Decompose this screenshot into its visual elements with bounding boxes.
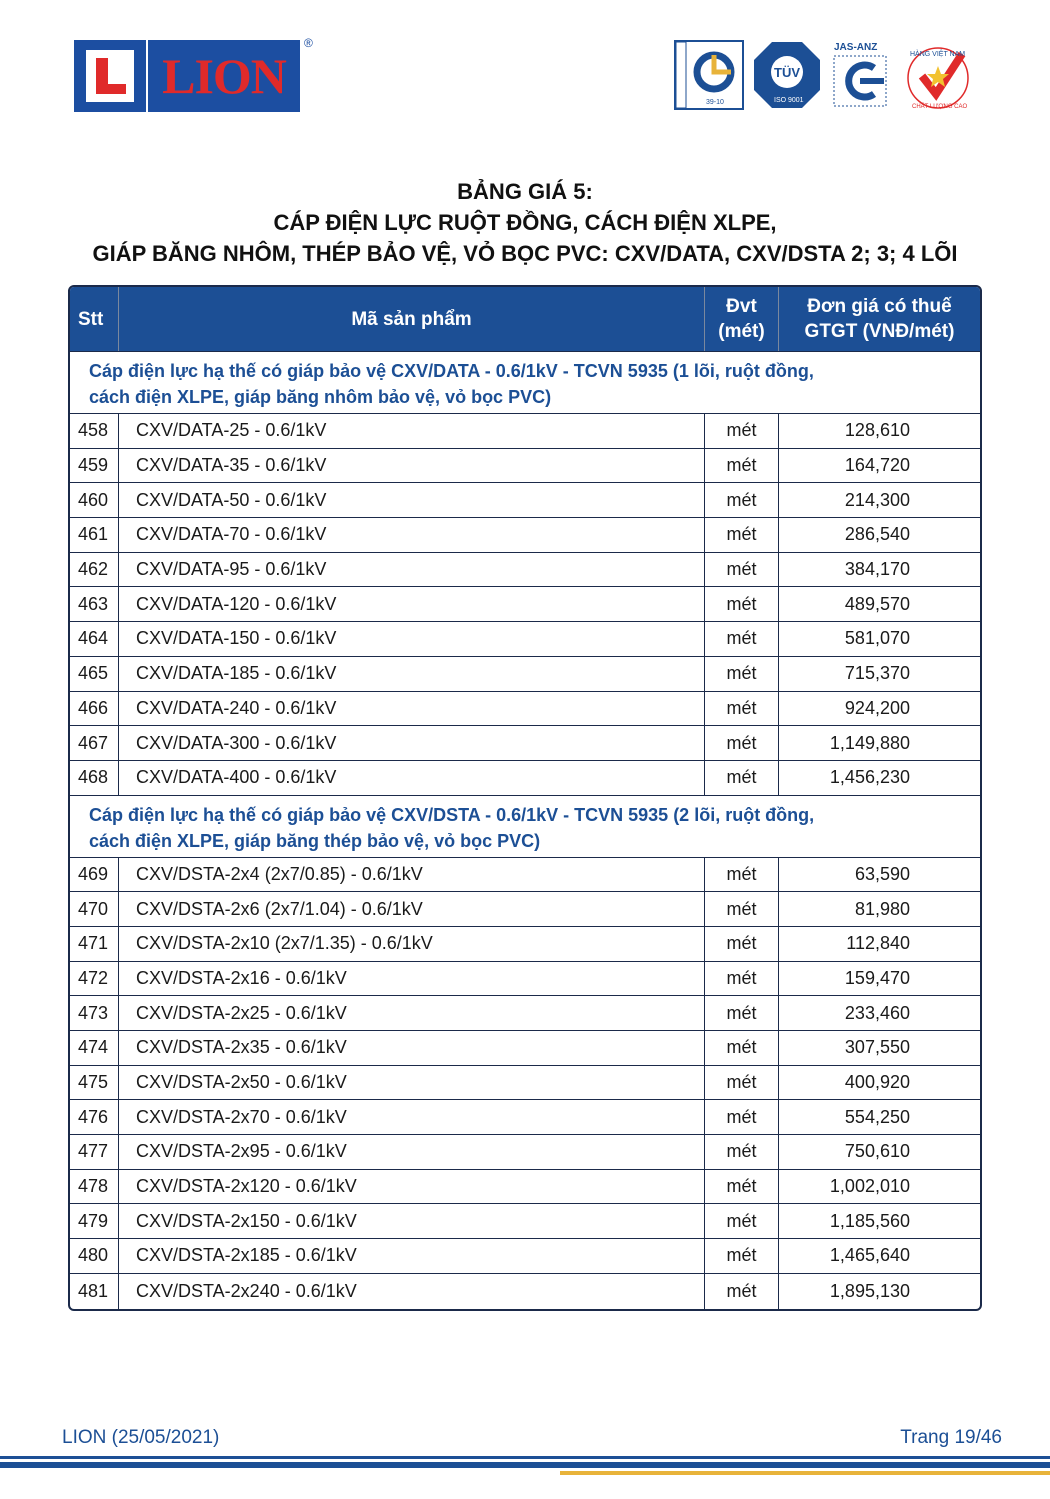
cell-unit: mét xyxy=(705,1135,779,1169)
cell-unit: mét xyxy=(705,1274,779,1309)
cell-price: 1,895,130 xyxy=(829,1280,910,1301)
cell-product: CXV/DSTA-2x120 - 0.6/1kV xyxy=(119,1170,705,1204)
cell-stt: 480 xyxy=(70,1239,119,1273)
cell-product: CXV/DATA-25 - 0.6/1kV xyxy=(119,414,705,448)
cell-stt: 474 xyxy=(70,1031,119,1065)
cell-product: CXV/DSTA-2x6 (2x7/1.04) - 0.6/1kV xyxy=(119,892,705,926)
cell-price: 164,720 xyxy=(844,455,910,476)
cell-product: CXV/DATA-70 - 0.6/1kV xyxy=(119,518,705,552)
cell-product: CXV/DSTA-2x185 - 0.6/1kV xyxy=(119,1239,705,1273)
cell-unit: mét xyxy=(705,927,779,961)
cell-stt: 477 xyxy=(70,1135,119,1169)
footer-stripe-blue-thick xyxy=(0,1462,1050,1468)
cell-stt: 460 xyxy=(70,483,119,517)
cell-stt: 470 xyxy=(70,892,119,926)
cell-price: 63,590 xyxy=(854,863,910,884)
cell-product: CXV/DATA-185 - 0.6/1kV xyxy=(119,657,705,691)
cell-unit: mét xyxy=(705,518,779,552)
cell-price: 750,610 xyxy=(844,1141,910,1162)
footer-stripe-blue xyxy=(0,1456,1050,1459)
table-row xyxy=(70,692,980,727)
section-heading-line-2: cách điện XLPE, giáp băng thép bảo vệ, vỏ bọc PVC) xyxy=(89,830,541,851)
table-header xyxy=(70,287,980,352)
table-row xyxy=(70,518,980,553)
title-line-3: GIÁP BĂNG NHÔM, THÉP BẢO VỆ, VỎ BỌC PVC: CXV/DATA, CXV/DSTA 2; 3; 4 LÕI xyxy=(92,241,958,266)
section-heading-line-1: Cáp điện lực hạ thế có giáp bảo vệ CXV/DATA - 0.6/1kV - TCVN 5935 (1 lõi, ruột đồng, xyxy=(89,361,814,381)
cell-unit: mét xyxy=(705,1204,779,1238)
cell-product: CXV/DATA-95 - 0.6/1kV xyxy=(119,553,705,587)
title-line-1: BẢNG GIÁ 5: xyxy=(457,179,593,204)
cell-stt: 468 xyxy=(70,761,119,795)
cell-product: CXV/DATA-400 - 0.6/1kV xyxy=(119,761,705,795)
cell-stt: 467 xyxy=(70,726,119,760)
cell-price: 581,070 xyxy=(844,628,910,649)
cell-price: 1,456,230 xyxy=(829,767,910,788)
cell-unit: mét xyxy=(705,858,779,892)
svg-text:ISO 9001: ISO 9001 xyxy=(774,97,804,104)
cell-unit: mét xyxy=(705,1239,779,1273)
cell-product: CXV/DSTA-2x16 - 0.6/1kV xyxy=(119,962,705,996)
table-row xyxy=(70,761,980,796)
cell-product: CXV/DSTA-2x25 - 0.6/1kV xyxy=(119,996,705,1030)
cell-product: CXV/DSTA-2x35 - 0.6/1kV xyxy=(119,1031,705,1065)
table-row xyxy=(70,962,980,997)
cell-price: 554,250 xyxy=(844,1106,910,1127)
cell-unit: mét xyxy=(705,892,779,926)
cell-price: 112,840 xyxy=(846,933,910,954)
cell-product: CXV/DSTA-2x240 - 0.6/1kV xyxy=(119,1274,705,1309)
quatest-3-icon xyxy=(674,40,744,110)
title-line-2: CÁP ĐIỆN LỰC RUỘT ĐỒNG, CÁCH ĐIỆN XLPE, xyxy=(273,210,777,235)
table-row xyxy=(70,449,980,484)
cell-product: CXV/DSTA-2x150 - 0.6/1kV xyxy=(119,1204,705,1238)
table-row xyxy=(70,622,980,657)
footer-page-number: Trang 19/46 xyxy=(900,1427,1002,1448)
cell-price: 1,465,640 xyxy=(829,1245,910,1266)
registered-mark: ® xyxy=(304,36,313,50)
cell-product: CXV/DSTA-2x50 - 0.6/1kV xyxy=(119,1066,705,1100)
cell-product: CXV/DATA-300 - 0.6/1kV xyxy=(119,726,705,760)
cell-stt: 462 xyxy=(70,553,119,587)
cell-price: 286,540 xyxy=(844,524,910,545)
cell-unit: mét xyxy=(705,553,779,587)
header-price: Đơn giá có thuế GTGT (VNĐ/mét) xyxy=(804,296,955,342)
jas-anz-icon xyxy=(830,40,890,110)
cell-unit: mét xyxy=(705,1170,779,1204)
price-table xyxy=(68,285,982,1311)
section-heading-line-1: Cáp điện lực hạ thế có giáp bảo vệ CXV/DSTA - 0.6/1kV - TCVN 5935 (2 lõi, ruột đồng, xyxy=(89,804,815,825)
cell-price: 128,610 xyxy=(844,420,910,441)
cell-product: CXV/DATA-150 - 0.6/1kV xyxy=(119,622,705,656)
cell-product: CXV/DATA-120 - 0.6/1kV xyxy=(119,587,705,621)
table-row xyxy=(70,483,980,518)
cell-unit: mét xyxy=(705,622,779,656)
cell-price: 400,920 xyxy=(844,1072,910,1093)
table-row xyxy=(70,587,980,622)
hang-viet-nam-icon xyxy=(900,40,976,110)
cell-unit: mét xyxy=(705,1066,779,1100)
cell-product: CXV/DSTA-2x70 - 0.6/1kV xyxy=(119,1100,705,1134)
svg-text:TÜV: TÜV xyxy=(774,65,800,80)
cell-stt: 478 xyxy=(70,1170,119,1204)
lion-wordmark: LION xyxy=(148,40,300,112)
cell-product: CXV/DATA-35 - 0.6/1kV xyxy=(119,449,705,483)
cell-price: 924,200 xyxy=(844,697,910,718)
cell-product: CXV/DATA-240 - 0.6/1kV xyxy=(119,692,705,726)
table-row xyxy=(70,1100,980,1135)
cell-unit: mét xyxy=(705,657,779,691)
lion-l-mark-icon xyxy=(74,40,146,112)
table-row xyxy=(70,1031,980,1066)
cell-stt: 466 xyxy=(70,692,119,726)
cell-stt: 458 xyxy=(70,414,119,448)
cell-stt: 476 xyxy=(70,1100,119,1134)
cell-unit: mét xyxy=(705,449,779,483)
cell-unit: mét xyxy=(705,587,779,621)
svg-text:39-10: 39-10 xyxy=(706,99,724,106)
svg-text:HÀNG VIỆT NAM: HÀNG VIỆT NAM xyxy=(910,51,966,58)
cell-unit: mét xyxy=(705,692,779,726)
cell-unit: mét xyxy=(705,1100,779,1134)
cell-unit: mét xyxy=(705,1031,779,1065)
table-row xyxy=(70,1135,980,1170)
table-row xyxy=(70,726,980,761)
footer-date: LION (25/05/2021) xyxy=(62,1427,220,1448)
cell-price: 384,170 xyxy=(844,559,910,580)
cell-product: CXV/DSTA-2x4 (2x7/0.85) - 0.6/1kV xyxy=(119,858,705,892)
table-row xyxy=(70,996,980,1031)
cell-price: 1,002,010 xyxy=(829,1176,910,1197)
table-row xyxy=(70,892,980,927)
table-row xyxy=(70,1066,980,1101)
cell-stt: 475 xyxy=(70,1066,119,1100)
svg-text:JAS-ANZ: JAS-ANZ xyxy=(834,42,878,53)
tuv-iso-icon xyxy=(752,40,822,110)
cell-stt: 479 xyxy=(70,1204,119,1238)
lion-logo xyxy=(74,40,300,112)
header-product: Mã sản phẩm xyxy=(119,287,705,351)
cell-price: 81,980 xyxy=(854,898,910,919)
cell-price: 307,550 xyxy=(844,1037,910,1058)
cell-unit: mét xyxy=(705,996,779,1030)
footer-stripe-gold xyxy=(560,1471,1050,1475)
cell-price: 159,470 xyxy=(844,967,910,988)
cell-price: 1,185,560 xyxy=(829,1210,910,1231)
table-row xyxy=(70,858,980,893)
cell-stt: 459 xyxy=(70,449,119,483)
table-row xyxy=(70,1274,980,1309)
cell-product: CXV/DSTA-2x10 (2x7/1.35) - 0.6/1kV xyxy=(119,927,705,961)
section-heading xyxy=(70,352,980,414)
cell-price: 715,370 xyxy=(844,663,910,684)
cell-stt: 473 xyxy=(70,996,119,1030)
table-row xyxy=(70,927,980,962)
cell-product: CXV/DATA-50 - 0.6/1kV xyxy=(119,483,705,517)
table-row xyxy=(70,1204,980,1239)
cell-unit: mét xyxy=(705,414,779,448)
page-title xyxy=(0,176,1050,269)
cell-unit: mét xyxy=(705,483,779,517)
header-stt: Stt xyxy=(70,287,119,351)
cell-unit: mét xyxy=(705,962,779,996)
cell-stt: 463 xyxy=(70,587,119,621)
cell-price: 214,300 xyxy=(844,489,910,510)
cell-stt: 465 xyxy=(70,657,119,691)
cell-unit: mét xyxy=(705,761,779,795)
cell-stt: 471 xyxy=(70,927,119,961)
table-row xyxy=(70,414,980,449)
cell-stt: 481 xyxy=(70,1274,119,1309)
svg-text:CHẤT LƯỢNG CAO: CHẤT LƯỢNG CAO xyxy=(912,104,968,110)
cell-unit: mét xyxy=(705,726,779,760)
table-row xyxy=(70,657,980,692)
header-unit: Đvt (mét) xyxy=(705,287,779,351)
cell-price: 233,460 xyxy=(844,1002,910,1023)
table-row xyxy=(70,1170,980,1205)
cell-stt: 461 xyxy=(70,518,119,552)
table-row xyxy=(70,553,980,588)
cell-price: 489,570 xyxy=(844,593,910,614)
cell-stt: 464 xyxy=(70,622,119,656)
section-heading-line-2: cách điện XLPE, giáp băng nhôm bảo vệ, vỏ bọc PVC) xyxy=(89,387,552,407)
cell-product: CXV/DSTA-2x95 - 0.6/1kV xyxy=(119,1135,705,1169)
table-row xyxy=(70,1239,980,1274)
cell-stt: 472 xyxy=(70,962,119,996)
section-heading xyxy=(70,796,980,858)
cell-price: 1,149,880 xyxy=(829,732,910,753)
cell-stt: 469 xyxy=(70,858,119,892)
